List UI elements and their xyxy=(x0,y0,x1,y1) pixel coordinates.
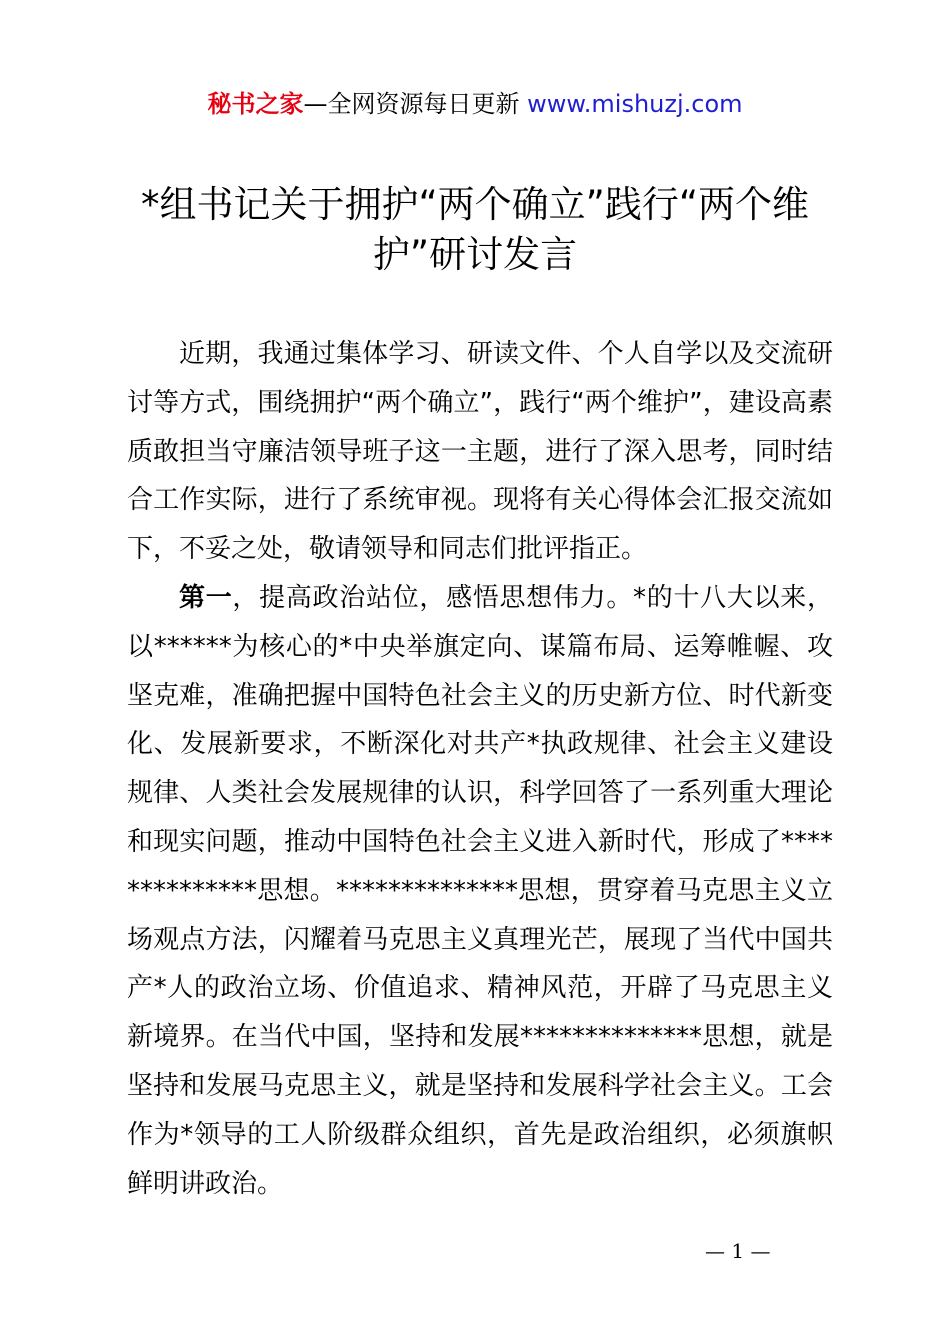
site-brand: 秘书之家 xyxy=(207,90,304,118)
paragraph-text: 近期，我通过集体学习、研读文件、个人自学以及交流研讨等方式，围绕拥护“两个确立”，践行“两个维护”，建设高素质敢担当守廉洁领导班子这一主题，进行了深入思考，同时结合工作实际，进行了系统审视。现将有关心得体会汇报交流如下，不妥之处，敬请领导和同志们批评指正。 xyxy=(127,339,833,565)
site-header xyxy=(0,86,950,122)
document-body xyxy=(127,330,833,1208)
site-tagline: —全网资源每日更新 xyxy=(303,90,528,118)
paragraph-intro xyxy=(127,330,833,574)
paragraph-first-point xyxy=(127,574,833,1208)
document-title: *组书记关于拥护“两个确立”践行“两个维护”研讨发言 xyxy=(140,183,809,276)
paragraph-text: ，提高政治站位，感悟思想伟力。*的十八大以来，以******为核心的*中央举旗定向、谋篇布局、运筹帷幄、攻坚克难，准确把握中国特色社会主义的历史新方位、时代新变化、发展新要求，不断深化对共产*执政规律、社会主义建设规律、人类社会发展规律的认识，科学回答了一系列重大理论和现实问题，推动中国特色社会主义进入新时代，形成了**************思想。**************思想，贯穿着马克思主义立场观点方法，闪耀着马克思主义真理光芒，展现了当代中国共产*人的政治立场、价值追求、精神风范，开辟了马克思主义新境界。在当代中国，坚持和发展**************思想，就是坚持和发展马克思主义，就是坚持和发展科学社会主义。工会作为*领导的工人阶级群众组织，首先是政治组织，必须旗帜鲜明讲政治。 xyxy=(127,582,833,1199)
page-number: — 1 — xyxy=(705,1239,771,1263)
site-url-link[interactable]: www.mishuzj.com xyxy=(527,90,743,118)
paragraph-lead: 第一 xyxy=(179,582,233,613)
